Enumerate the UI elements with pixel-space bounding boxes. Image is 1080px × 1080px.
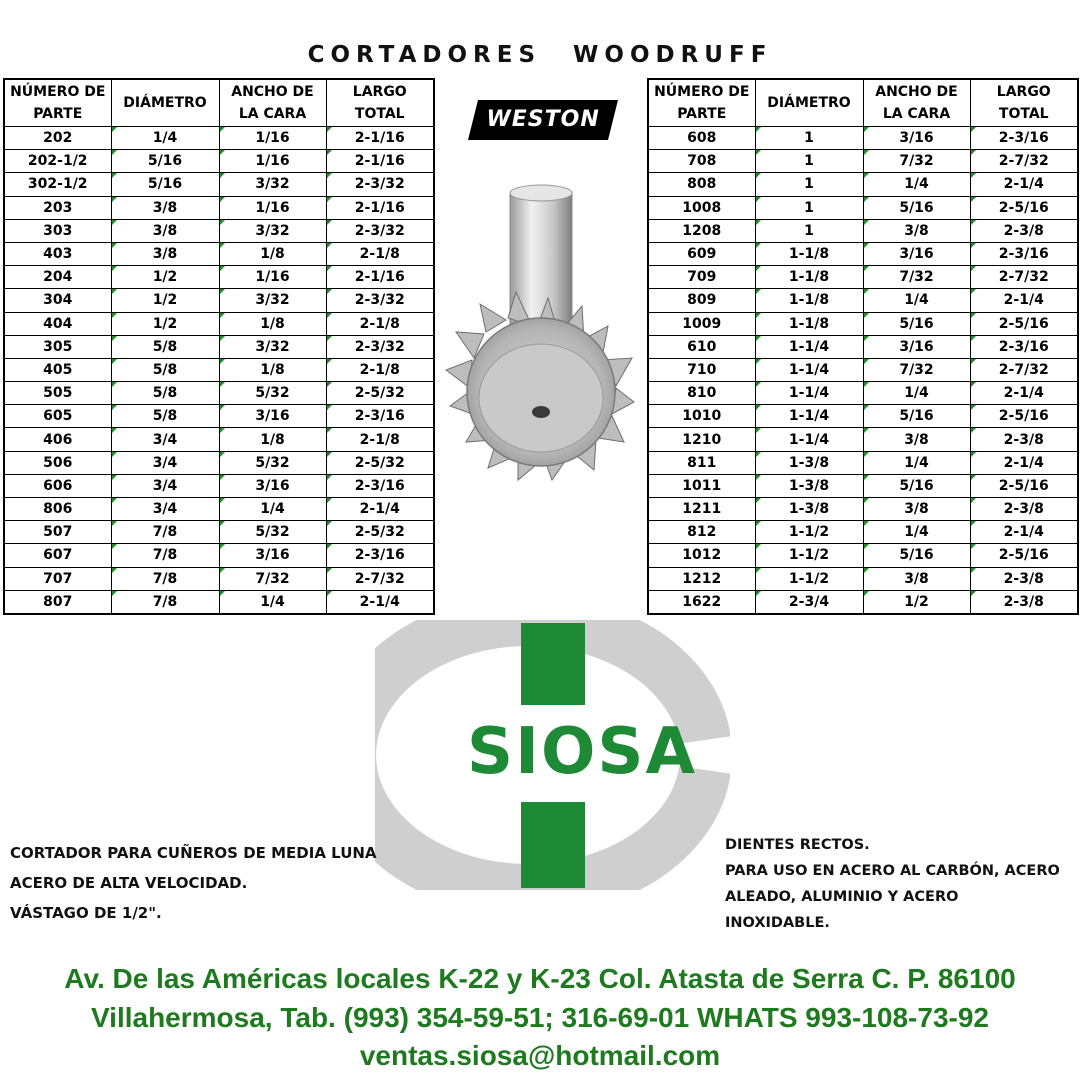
- weston-logo-text: WESTON: [486, 107, 600, 132]
- table-row: [4, 266, 434, 289]
- header-face-width: ANCHO DE LA CARA: [863, 79, 970, 127]
- table-row: [4, 242, 434, 265]
- description-line: CORTADOR PARA CUÑEROS DE MEDIA LUNA: [10, 844, 377, 862]
- table-row: [648, 196, 1078, 219]
- description-line: DIENTES RECTOS.: [725, 837, 870, 853]
- cell-part-number: 710: [648, 358, 755, 381]
- cell-total-length: 2-1/8: [326, 242, 434, 265]
- cell-diameter: 5/8: [111, 405, 219, 428]
- cell-part-number: 806: [4, 498, 111, 521]
- cell-face-width: 3/8: [863, 498, 970, 521]
- cell-part-number: 1008: [648, 196, 755, 219]
- cell-total-length: 2-3/16: [326, 544, 434, 567]
- header-part-number: NÚMERO DE PARTE: [648, 79, 755, 127]
- table-row: [648, 242, 1078, 265]
- table-row: [648, 173, 1078, 196]
- cell-part-number: 304: [4, 289, 111, 312]
- table-row: [648, 498, 1078, 521]
- contact-address: Av. De las Américas locales K-22 y K-23 Col. Atasta de Serra C. P. 86100: [64, 963, 1016, 994]
- cell-face-width: 1/4: [219, 590, 326, 614]
- cell-part-number: 302-1/2: [4, 173, 111, 196]
- cell-diameter: 7/8: [111, 567, 219, 590]
- cell-face-width: 3/8: [863, 219, 970, 242]
- cell-diameter: 1/2: [111, 312, 219, 335]
- cell-part-number: 609: [648, 242, 755, 265]
- description-right: [725, 832, 1075, 936]
- table-row: [648, 289, 1078, 312]
- table-row: [648, 266, 1078, 289]
- cell-part-number: 608: [648, 127, 755, 150]
- table-row: [4, 382, 434, 405]
- cell-total-length: 2-3/16: [326, 405, 434, 428]
- cell-total-length: 2-5/16: [970, 405, 1078, 428]
- cell-part-number: 606: [4, 474, 111, 497]
- cell-face-width: 1/8: [219, 312, 326, 335]
- cell-part-number: 1012: [648, 544, 755, 567]
- cell-face-width: 5/16: [863, 312, 970, 335]
- cell-diameter: 3/4: [111, 474, 219, 497]
- cell-diameter: 1/2: [111, 289, 219, 312]
- cell-face-width: 7/32: [863, 266, 970, 289]
- cell-part-number: 811: [648, 451, 755, 474]
- table-row: [4, 150, 434, 173]
- cell-total-length: 2-3/16: [970, 242, 1078, 265]
- description-line: INOXIDABLE.: [725, 915, 830, 931]
- cell-part-number: 403: [4, 242, 111, 265]
- cell-face-width: 1/4: [863, 521, 970, 544]
- page-title: CORTADORES WOODRUFF: [307, 42, 773, 68]
- table-row: [4, 544, 434, 567]
- cell-part-number: 1212: [648, 567, 755, 590]
- cell-part-number: 812: [648, 521, 755, 544]
- cell-diameter: 1-1/8: [755, 289, 863, 312]
- cell-total-length: 2-3/8: [970, 428, 1078, 451]
- cell-face-width: 1/4: [863, 289, 970, 312]
- cell-total-length: 2-1/4: [970, 521, 1078, 544]
- cell-diameter: 2-3/4: [755, 590, 863, 614]
- cell-diameter: 1-1/4: [755, 382, 863, 405]
- cell-face-width: 5/32: [219, 382, 326, 405]
- cell-diameter: 1: [755, 196, 863, 219]
- cell-part-number: 204: [4, 266, 111, 289]
- table-row: [4, 498, 434, 521]
- cell-part-number: 405: [4, 358, 111, 381]
- description-left: [10, 838, 450, 928]
- cell-total-length: 2-1/8: [326, 312, 434, 335]
- cell-face-width: 3/32: [219, 289, 326, 312]
- cell-face-width: 3/16: [863, 127, 970, 150]
- cell-total-length: 2-1/16: [326, 127, 434, 150]
- cell-face-width: 7/32: [863, 358, 970, 381]
- cell-total-length: 2-3/32: [326, 289, 434, 312]
- table-row: [4, 312, 434, 335]
- parts-table-right: [647, 78, 1079, 615]
- cell-total-length: 2-5/32: [326, 451, 434, 474]
- cell-part-number: 1011: [648, 474, 755, 497]
- cell-part-number: 809: [648, 289, 755, 312]
- cell-part-number: 1010: [648, 405, 755, 428]
- table-row: [648, 312, 1078, 335]
- cell-face-width: 1/16: [219, 127, 326, 150]
- cell-face-width: 3/8: [863, 428, 970, 451]
- cell-diameter: 1/4: [111, 127, 219, 150]
- cell-total-length: 2-7/32: [970, 266, 1078, 289]
- description-line: PARA USO EN ACERO AL CARBÓN, ACERO: [725, 863, 1060, 879]
- cell-total-length: 2-1/16: [326, 150, 434, 173]
- table-row: [4, 428, 434, 451]
- cell-part-number: 506: [4, 451, 111, 474]
- cell-part-number: 1622: [648, 590, 755, 614]
- contact-email[interactable]: ventas.siosa@hotmail.com: [359, 1040, 721, 1071]
- cell-total-length: 2-3/8: [970, 219, 1078, 242]
- cell-part-number: 607: [4, 544, 111, 567]
- cell-face-width: 1/16: [219, 266, 326, 289]
- cell-diameter: 5/8: [111, 358, 219, 381]
- cell-part-number: 708: [648, 150, 755, 173]
- cell-diameter: 7/8: [111, 521, 219, 544]
- cell-diameter: 5/16: [111, 150, 219, 173]
- cell-face-width: 1/16: [219, 196, 326, 219]
- table-row: [4, 451, 434, 474]
- cell-diameter: 1-1/4: [755, 405, 863, 428]
- cell-face-width: 3/32: [219, 219, 326, 242]
- cell-face-width: 5/32: [219, 521, 326, 544]
- table-row: [4, 521, 434, 544]
- logo-green-bar-top: [521, 623, 585, 705]
- cell-total-length: 2-1/4: [970, 451, 1078, 474]
- cell-diameter: 1-1/8: [755, 312, 863, 335]
- cell-diameter: 1: [755, 173, 863, 196]
- cell-total-length: 2-1/16: [326, 196, 434, 219]
- cell-diameter: 1-1/8: [755, 242, 863, 265]
- header-diameter: DIÁMETRO: [111, 79, 219, 127]
- cell-diameter: 1-1/4: [755, 428, 863, 451]
- cell-total-length: 2-1/16: [326, 266, 434, 289]
- cell-total-length: 2-3/8: [970, 567, 1078, 590]
- cell-part-number: 1009: [648, 312, 755, 335]
- header-part-number: NÚMERO DE PARTE: [4, 79, 111, 127]
- cell-face-width: 3/16: [219, 405, 326, 428]
- cell-face-width: 5/16: [863, 405, 970, 428]
- cell-diameter: 1-1/4: [755, 358, 863, 381]
- cell-diameter: 1-1/2: [755, 544, 863, 567]
- cell-face-width: 1/4: [863, 451, 970, 474]
- cell-total-length: 2-1/4: [326, 498, 434, 521]
- cell-total-length: 2-3/8: [970, 498, 1078, 521]
- cell-diameter: 1-1/4: [755, 335, 863, 358]
- cell-diameter: 1: [755, 127, 863, 150]
- cell-total-length: 2-5/32: [326, 521, 434, 544]
- cell-face-width: 3/32: [219, 335, 326, 358]
- cell-face-width: 1/4: [863, 382, 970, 405]
- cell-diameter: 1: [755, 219, 863, 242]
- table-row: [4, 219, 434, 242]
- cell-face-width: 7/32: [863, 150, 970, 173]
- cell-total-length: 2-1/8: [326, 428, 434, 451]
- cell-part-number: 1210: [648, 428, 755, 451]
- cell-diameter: 1-1/2: [755, 567, 863, 590]
- cell-face-width: 1/16: [219, 150, 326, 173]
- cell-diameter: 1/2: [111, 266, 219, 289]
- siosa-logo-text: SIOSA: [467, 715, 697, 789]
- cell-part-number: 406: [4, 428, 111, 451]
- cell-face-width: 1/2: [863, 590, 970, 614]
- table-row: [648, 474, 1078, 497]
- cell-part-number: 1208: [648, 219, 755, 242]
- table-row: [4, 289, 434, 312]
- cell-diameter: 1-3/8: [755, 498, 863, 521]
- parts-table-left: [3, 78, 435, 615]
- table-row: [648, 382, 1078, 405]
- table-row: [648, 590, 1078, 614]
- cell-part-number: 1211: [648, 498, 755, 521]
- table-row: [648, 219, 1078, 242]
- cell-part-number: 505: [4, 382, 111, 405]
- cell-diameter: 3/8: [111, 242, 219, 265]
- table-row: [648, 405, 1078, 428]
- cell-total-length: 2-1/4: [970, 173, 1078, 196]
- cell-part-number: 808: [648, 173, 755, 196]
- cell-part-number: 709: [648, 266, 755, 289]
- cell-face-width: 3/16: [863, 242, 970, 265]
- table-row: [648, 150, 1078, 173]
- cell-total-length: 2-7/32: [326, 567, 434, 590]
- cell-face-width: 1/8: [219, 428, 326, 451]
- cell-part-number: 305: [4, 335, 111, 358]
- cell-diameter: 5/8: [111, 335, 219, 358]
- cell-face-width: 1/4: [219, 498, 326, 521]
- cell-diameter: 1: [755, 150, 863, 173]
- header-face-width: ANCHO DE LA CARA: [219, 79, 326, 127]
- cell-face-width: 5/16: [863, 196, 970, 219]
- table-row: [648, 127, 1078, 150]
- cell-part-number: 610: [648, 335, 755, 358]
- cell-total-length: 2-3/16: [326, 474, 434, 497]
- description-line: ACERO DE ALTA VELOCIDAD.: [10, 874, 248, 892]
- cell-face-width: 7/32: [219, 567, 326, 590]
- cell-diameter: 1-3/8: [755, 474, 863, 497]
- cell-part-number: 810: [648, 382, 755, 405]
- cell-part-number: 404: [4, 312, 111, 335]
- cell-diameter: 1-1/2: [755, 521, 863, 544]
- cell-diameter: 3/4: [111, 428, 219, 451]
- table-row: [648, 428, 1078, 451]
- cell-part-number: 303: [4, 219, 111, 242]
- description-line: ALEADO, ALUMINIO Y ACERO: [725, 889, 959, 905]
- header-total-length: LARGO TOTAL: [970, 79, 1078, 127]
- table-row: [4, 127, 434, 150]
- cell-diameter: 1-3/8: [755, 451, 863, 474]
- table-row: [4, 405, 434, 428]
- table-row: [4, 358, 434, 381]
- cell-face-width: 5/16: [863, 544, 970, 567]
- cell-part-number: 507: [4, 521, 111, 544]
- table-row: [648, 521, 1078, 544]
- description-line: VÁSTAGO DE 1/2".: [10, 904, 162, 922]
- table-row: [4, 173, 434, 196]
- cell-face-width: 1/4: [863, 173, 970, 196]
- cell-part-number: 202: [4, 127, 111, 150]
- cell-total-length: 2-5/16: [970, 474, 1078, 497]
- cell-diameter: 1-1/8: [755, 266, 863, 289]
- cell-part-number: 203: [4, 196, 111, 219]
- cell-part-number: 202-1/2: [4, 150, 111, 173]
- cell-total-length: 2-5/32: [326, 382, 434, 405]
- cell-total-length: 2-7/32: [970, 358, 1078, 381]
- cell-diameter: 5/8: [111, 382, 219, 405]
- logo-green-bar-bottom: [521, 802, 585, 888]
- contact-phones: Villahermosa, Tab. (993) 354-59-51; 316-69-01 WHATS 993-108-73-92: [91, 1002, 989, 1033]
- cell-total-length: 2-1/8: [326, 358, 434, 381]
- table-row: [4, 196, 434, 219]
- header-total-length: LARGO TOTAL: [326, 79, 434, 127]
- cell-diameter: 3/4: [111, 498, 219, 521]
- cell-face-width: 3/8: [863, 567, 970, 590]
- table-row: [4, 567, 434, 590]
- table-row: [648, 335, 1078, 358]
- cell-diameter: 3/8: [111, 219, 219, 242]
- cell-diameter: 5/16: [111, 173, 219, 196]
- cell-face-width: 5/16: [863, 474, 970, 497]
- cell-face-width: 1/8: [219, 358, 326, 381]
- cell-part-number: 807: [4, 590, 111, 614]
- table-row: [4, 474, 434, 497]
- header-diameter: DIÁMETRO: [755, 79, 863, 127]
- cell-face-width: 3/32: [219, 173, 326, 196]
- cell-total-length: 2-3/16: [970, 127, 1078, 150]
- cell-diameter: 3/4: [111, 451, 219, 474]
- cell-part-number: 605: [4, 405, 111, 428]
- cell-diameter: 7/8: [111, 590, 219, 614]
- cell-diameter: 3/8: [111, 196, 219, 219]
- table-row: [648, 451, 1078, 474]
- table-row: [4, 335, 434, 358]
- cell-total-length: 2-5/16: [970, 544, 1078, 567]
- cell-total-length: 2-1/4: [326, 590, 434, 614]
- cell-total-length: 2-3/32: [326, 335, 434, 358]
- table-row: [4, 590, 434, 614]
- cell-total-length: 2-5/16: [970, 312, 1078, 335]
- cell-face-width: 3/16: [863, 335, 970, 358]
- cell-part-number: 707: [4, 567, 111, 590]
- cell-face-width: 3/16: [219, 474, 326, 497]
- cell-total-length: 2-3/32: [326, 219, 434, 242]
- table-row: [648, 544, 1078, 567]
- weston-logo: [468, 100, 618, 140]
- cell-face-width: 3/16: [219, 544, 326, 567]
- cell-face-width: 5/32: [219, 451, 326, 474]
- cell-total-length: 2-3/16: [970, 335, 1078, 358]
- cell-total-length: 2-1/4: [970, 289, 1078, 312]
- cell-total-length: 2-3/8: [970, 590, 1078, 614]
- cell-total-length: 2-7/32: [970, 150, 1078, 173]
- cell-total-length: 2-5/16: [970, 196, 1078, 219]
- cell-total-length: 2-1/4: [970, 382, 1078, 405]
- table-row: [648, 358, 1078, 381]
- cell-diameter: 7/8: [111, 544, 219, 567]
- table-row: [648, 567, 1078, 590]
- cell-total-length: 2-3/32: [326, 173, 434, 196]
- woodruff-cutter-image: [436, 180, 636, 490]
- cell-face-width: 1/8: [219, 242, 326, 265]
